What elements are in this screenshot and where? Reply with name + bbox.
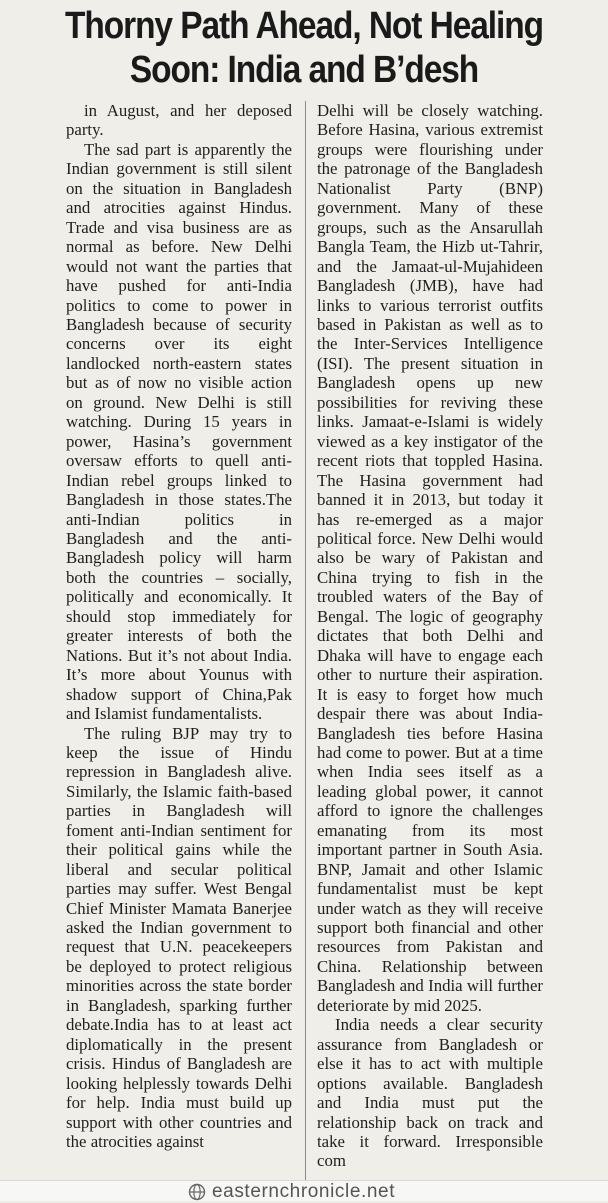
source-url[interactable]: easternchronicle.net: [212, 1181, 396, 1202]
paragraph: The sad part is apparently the Indian government is still silent on the situation in Bangladesh and atrocities against Hindus. Trade and visa business are as normal as before. New Delhi would not want the parties that have pushed for anti-India politics to come to power in Bangladesh because of security concerns over its eight landlocked north-eastern states but as of now no visible action on ground. New Delhi is still watching. During 15 years in power, Hasina’s government oversaw efforts to quell anti-Indian rebel groups linked to Bangladesh in those states.The anti-Indian politics in Bangladesh and the anti-Bangladesh policy will harm both the countries – socially, politically and economically. It should stop immediately for greater interests of both the Nations. But it’s not about India. It’s more about Younus with shadow support of China,Pak and Islamist fundamentalists.: [66, 139, 292, 724]
headline-line-1: Thorny Path Ahead, Not Healing: [64, 5, 544, 47]
paragraph: in August, and her deposed party.: [66, 101, 292, 140]
article-column-right: [317, 101, 543, 1180]
paragraph: Delhi will be closely watching. Before Hasina, various extremist groups were flourishing under the patronage of the Bangladesh Nationalist Party (BNP) government. Many of these groups, such as the Ansarullah Bangla Team, the Hizb ut-Tahrir, and the Jamaat-ul-Mujahideen Bangladesh (JMB), have had links to various terrorist outfits based in Pakistan as well as to the Inter-Services Intelligence (ISI). The present situation in Bangladesh opens up new possibilities for reviving these links. Jamaat-e-Islami is widely viewed as a key instigator of the recent riots that toppled Hasina. The Hasina government had banned it in 2013, but today it has re-emerged as a major political force. New Delhi would also be wary of Pakistan and China trying to fish in the troubled waters of the Bay of Bengal. The logic of geography dictates that both Delhi and Dhaka will have to engage each other to nurture their aspiration. It is easy to forget how much despair there was about India-Bangladesh ties before Hasina had come to power. But at a time when India sees itself as a leading global power, it cannot afford to ignore the challenges emanating from its most important partner in South Asia. BNP, Jamait and other Islamic fundamentalist must be kept under watch as they will receive support both financial and other resources from Pakistan and China. Relationship between Bangladesh and India will further deteriorate by mid 2025.: [317, 101, 543, 1015]
paragraph: India needs a clear security assurance from Bangladesh or else it has to act with multiple options available. Bangladesh and India must put the relationship back on track and take it forward. Irresponsible com: [317, 1015, 543, 1171]
headline-line-2: Soon: India and B’desh: [129, 49, 479, 91]
globe-icon: [188, 1183, 206, 1201]
column-divider: [305, 101, 306, 1180]
source-footer: [0, 1180, 608, 1201]
article-column-left: [66, 101, 292, 1180]
article-headline: [36, 4, 571, 92]
paragraph: The ruling BJP may try to keep the issue of Hindu repression in Bangladesh alive. Similarly, the Islamic faith-based parties in Bangladesh will foment anti-Indian sentiment for their political gains while the liberal and secular political parties may suffer. West Bengal Chief Minister Mamata Banerjee asked the Indian government to request that U.N. peacekeepers be deployed to protect religious minorities across the state border in Bangladesh, sparking further debate.India has to at least act diplomatically in the present crisis. Hindus of Bangladesh are looking helplessly towards Delhi for help. India must build up support with other countries and the atrocities against: [66, 723, 292, 1152]
